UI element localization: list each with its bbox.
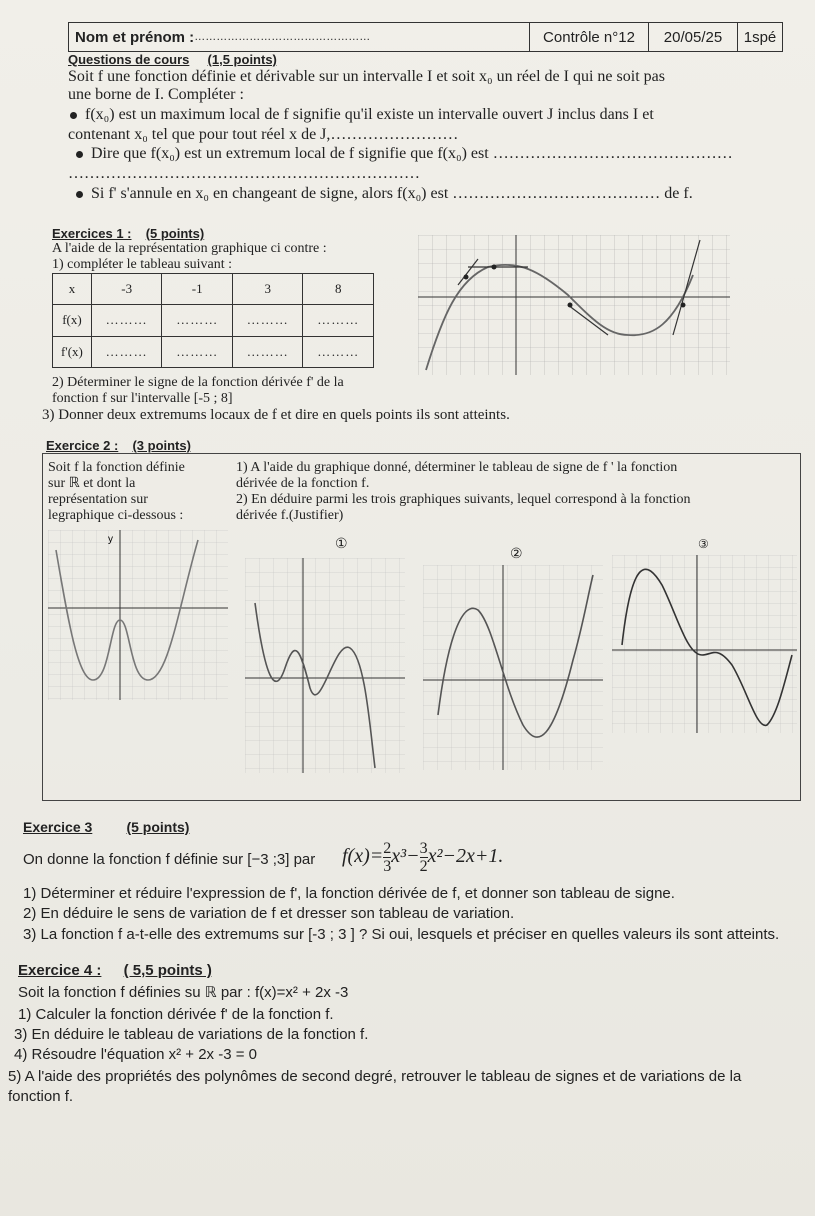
- name-label: Nom et prénom :: [75, 28, 195, 46]
- ex4-q5a: 5) A l'aide des propriétés des polynômes de second degré, retrouver le tableau de signes et de variations de la: [8, 1068, 742, 1085]
- table-cell: 8: [303, 274, 374, 305]
- name-dots: …………………………………………: [194, 31, 371, 43]
- grid: [245, 558, 405, 773]
- table-cell[interactable]: ………: [162, 336, 233, 367]
- ex4-title: Exercice 4 :: [18, 962, 102, 979]
- cours-b2a: Dire que f(x₀) est un extremum local de f signifie que f(x₀) est ………………………………………: [91, 145, 733, 162]
- cours-intro-line1: Soit f une fonction définie et dérivable sur un intervalle I et soit x₀ un réel de I qui ne soit pas: [68, 68, 665, 85]
- graph-3-label: ③: [698, 537, 709, 551]
- ex4-heading: [18, 962, 212, 980]
- ex2-graph-f: [48, 530, 228, 700]
- cours-title: Questions de cours: [68, 52, 190, 67]
- table-cell: x: [53, 274, 92, 305]
- table-cell: f'(x): [53, 336, 92, 367]
- cours-b1a: f(x₀) est un maximum local de f signifie qu'il existe un intervalle ouvert J inclus dans I et: [85, 106, 654, 123]
- cours-bullet-3: [76, 185, 693, 203]
- cours-points: (1,5 points): [207, 52, 277, 67]
- ex3-q1: 1) Déterminer et réduire l'expression de f', la fonction dérivée de f, et donner son tableau de signe.: [23, 885, 675, 902]
- ex2-left-line: Soit f la fonction définie: [48, 460, 185, 475]
- control-number: Contrôle n°12: [529, 23, 648, 51]
- ex4-q1: 1) Calculer la fonction dérivée f' de la fonction f.: [18, 1006, 334, 1023]
- ex2-graph-2: [423, 565, 603, 770]
- point-marker: [492, 265, 497, 270]
- ex1-points: (5 points): [145, 226, 205, 241]
- ex1-title: Exercices 1 :: [52, 226, 132, 241]
- ex4-q4: 4) Résoudre l'équation x² + 2x -3 = 0: [14, 1046, 258, 1063]
- ex2-left-line: sur ℝ et dont la: [48, 476, 136, 491]
- table-cell[interactable]: ………: [232, 305, 303, 336]
- table-cell: 3: [232, 274, 303, 305]
- ex2-title: Exercice 2 :: [46, 438, 119, 453]
- point-marker: [464, 275, 469, 280]
- graph-1-label: ①: [335, 535, 348, 551]
- cours-b2b: …………………………………………………………: [68, 165, 420, 182]
- ex2-points: (3 points): [132, 438, 191, 453]
- grid: [423, 565, 603, 770]
- ex2-graph-1: [245, 558, 405, 773]
- table-cell: f(x): [53, 305, 92, 336]
- cours-b3: Si f' s'annule en x₀ en changeant de signe, alors f(x₀) est ………………………………… de f.: [91, 185, 693, 202]
- table-cell[interactable]: ………: [162, 305, 233, 336]
- ex4-q3: 3) En déduire le tableau de variations de la fonction f.: [14, 1026, 369, 1043]
- table-cell[interactable]: ………: [91, 336, 162, 367]
- ex4-q5b: fonction f.: [8, 1088, 74, 1105]
- point-marker: [681, 303, 686, 308]
- ex2-q2b: dérivée f.(Justifier): [236, 508, 344, 523]
- cours-b1b: contenant x₀ tel que pour tout réel x de J,……………………: [68, 126, 459, 143]
- ex2-graph-3: [612, 555, 797, 733]
- ex1-q2a: 2) Déterminer le signe de la fonction dérivée f' de la: [52, 375, 344, 390]
- ex3-intro: On donne la fonction f définie sur [−3 ;3] par: [23, 851, 316, 868]
- table-cell: -3: [91, 274, 162, 305]
- class-level: 1spé: [737, 23, 782, 51]
- point-marker: [568, 303, 573, 308]
- table-row: [53, 274, 374, 305]
- ex4-points: ( 5,5 points ): [123, 962, 212, 979]
- graph-2-label: ②: [510, 545, 523, 561]
- ex3-points: (5 points): [126, 819, 190, 835]
- ex1-q3: 3) Donner deux extremums locaux de f et dire en quels points ils sont atteints.: [42, 407, 510, 423]
- ex4-intro: Soit la fonction f définies su ℝ par : f(x)=x² + 2x -3: [18, 984, 349, 1001]
- ex3-heading: [23, 818, 189, 837]
- ex2-left-line: legraphique ci-dessous :: [48, 508, 184, 523]
- ex3-formula: f(x)= $\frac{2}{3}$ x³− $\frac{3}{2}$ x²−2x+1.: [342, 840, 504, 875]
- cours-heading: [68, 51, 277, 69]
- table-cell[interactable]: ………: [232, 336, 303, 367]
- cours-bullet-2: [76, 145, 733, 163]
- ex2-questions: [236, 460, 691, 524]
- table-cell[interactable]: ………: [303, 305, 374, 336]
- ex2-left-text: [48, 460, 233, 524]
- grid: [612, 555, 797, 733]
- ex2-q1b: dérivée de la fonction f.: [236, 476, 370, 491]
- exam-date: 20/05/25: [648, 23, 737, 51]
- ex1-graph: [418, 235, 730, 375]
- table-cell: -1: [162, 274, 233, 305]
- y-axis-label: y: [108, 534, 113, 545]
- ex3-q2: 2) En déduire le sens de variation de f et dresser son tableau de variation.: [23, 905, 515, 922]
- table-cell[interactable]: ………: [91, 305, 162, 336]
- cours-intro-line2: une borne de I. Compléter :: [68, 86, 244, 103]
- table-row: [53, 305, 374, 336]
- table-row: [53, 336, 374, 367]
- ex1-line2: 1) compléter le tableau suivant :: [52, 257, 232, 272]
- name-field[interactable]: [69, 23, 529, 51]
- table-cell[interactable]: ………: [303, 336, 374, 367]
- ex2-q2a: 2) En déduire parmi les trois graphiques suivants, lequel correspond à la fonction: [236, 492, 691, 507]
- ex3-title: Exercice 3: [23, 819, 93, 835]
- grid: [48, 530, 228, 700]
- ex2-left-line: représentation sur: [48, 492, 148, 507]
- ex3-q3: 3) La fonction f a-t-elle des extremums sur [-3 ; 3 ] ? Si oui, lesquels et préciser en quelles valeurs ils sont atteints.: [23, 926, 780, 943]
- header-box: [68, 22, 783, 52]
- ex1-value-table: [52, 273, 374, 368]
- ex2-q1a: 1) A l'aide du graphique donné, déterminer le tableau de signe de f ' la fonction: [236, 460, 678, 475]
- ex1-line1: A l'aide de la représentation graphique ci contre :: [52, 241, 327, 256]
- ex1-q2b: fonction f sur l'intervalle [-5 ; 8]: [52, 391, 233, 406]
- cours-bullet-1: [70, 106, 654, 124]
